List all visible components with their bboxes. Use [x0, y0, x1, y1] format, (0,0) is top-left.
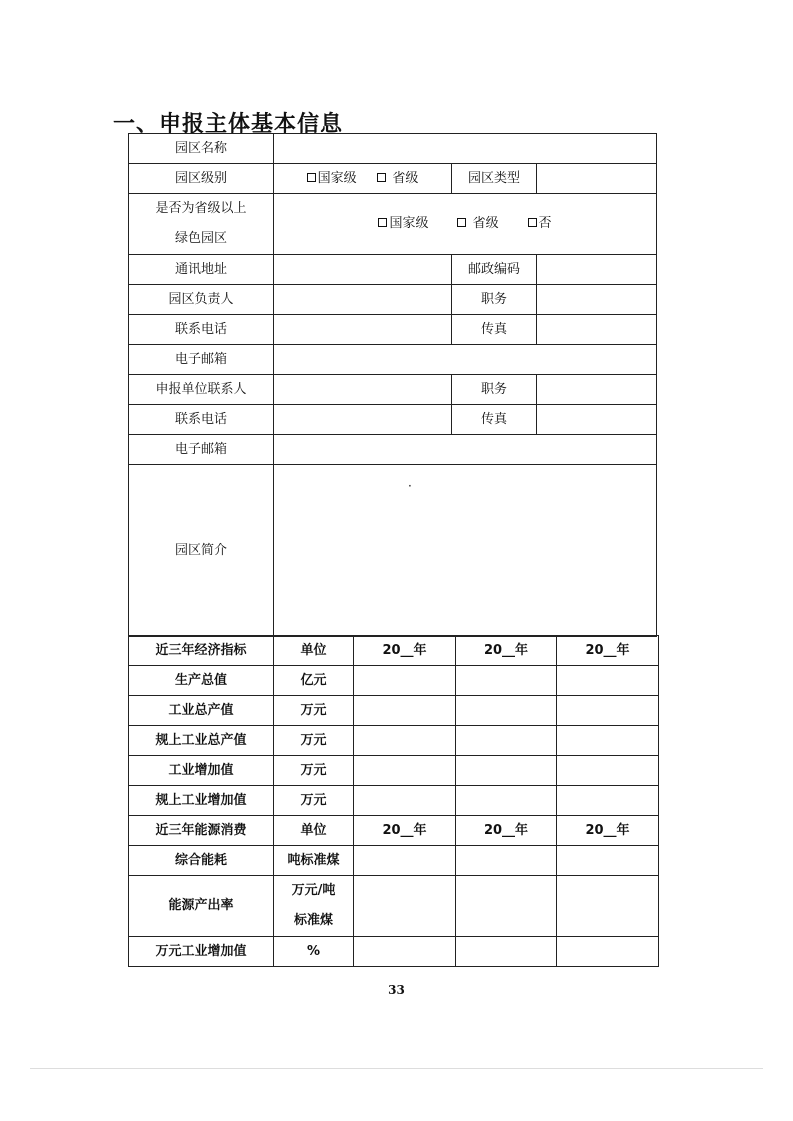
- year-header-1[interactable]: 20__年: [354, 816, 456, 846]
- value-cell[interactable]: [557, 696, 659, 726]
- email2-label: 电子邮箱: [129, 435, 274, 465]
- value-cell[interactable]: [557, 756, 659, 786]
- green-park-options: [274, 194, 657, 255]
- phone-label: 联系电话: [129, 315, 274, 345]
- level-national-option[interactable]: 国家级: [307, 171, 357, 187]
- energy-header-label: 近三年能源消费: [129, 816, 274, 846]
- green-park-label: 是否为省级以上 绿色园区: [129, 194, 274, 255]
- position2-label: 职务: [452, 375, 537, 405]
- value-cell[interactable]: [456, 696, 557, 726]
- row-label: 规上工业总产值: [129, 726, 274, 756]
- year-header-2[interactable]: 20__年: [456, 636, 557, 666]
- value-cell[interactable]: [456, 846, 557, 876]
- value-cell[interactable]: [557, 937, 659, 967]
- value-cell[interactable]: [354, 666, 456, 696]
- row-unit: 万元: [274, 786, 354, 816]
- section-title: 一、申报主体基本信息: [113, 112, 344, 137]
- row-label: 规上工业增加值: [129, 786, 274, 816]
- level-provincial-option[interactable]: 省级: [377, 171, 418, 187]
- park-type-field[interactable]: [537, 164, 657, 194]
- postcode-label: 邮政编码: [452, 255, 537, 285]
- row-unit: 万元/吨 标准煤: [274, 876, 354, 937]
- row-unit: 万元: [274, 756, 354, 786]
- fax-field[interactable]: [537, 315, 657, 345]
- intro-field[interactable]: [274, 465, 657, 637]
- row-label: 生产总值: [129, 666, 274, 696]
- intro-mark: ·: [408, 479, 412, 493]
- fax2-field[interactable]: [537, 405, 657, 435]
- row-unit: %: [274, 937, 354, 967]
- row-label: 综合能耗: [129, 846, 274, 876]
- value-cell[interactable]: [456, 876, 557, 937]
- row-label: 万元工业增加值: [129, 937, 274, 967]
- year-header-1[interactable]: 20__年: [354, 636, 456, 666]
- checkbox-icon: [378, 218, 387, 227]
- value-cell[interactable]: [354, 846, 456, 876]
- value-cell[interactable]: [354, 786, 456, 816]
- address-field[interactable]: [274, 255, 452, 285]
- value-cell[interactable]: [456, 756, 557, 786]
- position-field[interactable]: [537, 285, 657, 315]
- checkbox-icon: [307, 173, 316, 182]
- value-cell[interactable]: [456, 786, 557, 816]
- phone-field[interactable]: [274, 315, 452, 345]
- value-cell[interactable]: [354, 726, 456, 756]
- value-cell[interactable]: [557, 666, 659, 696]
- basic-info-table: [128, 133, 657, 637]
- email2-field[interactable]: [274, 435, 657, 465]
- park-head-label: 园区负责人: [129, 285, 274, 315]
- checkbox-icon: [377, 173, 386, 182]
- value-cell[interactable]: [456, 937, 557, 967]
- value-cell[interactable]: [557, 726, 659, 756]
- postcode-field[interactable]: [537, 255, 657, 285]
- green-no-option[interactable]: 否: [528, 216, 552, 232]
- checkbox-icon: [528, 218, 537, 227]
- economic-header-label: 近三年经济指标: [129, 636, 274, 666]
- green-national-option[interactable]: 国家级: [378, 216, 428, 232]
- email-field[interactable]: [274, 345, 657, 375]
- fax-label: 传真: [452, 315, 537, 345]
- value-cell[interactable]: [354, 756, 456, 786]
- park-level-options: [274, 164, 452, 194]
- position2-field[interactable]: [537, 375, 657, 405]
- page-number: 33: [388, 983, 405, 997]
- year-header-3[interactable]: 20__年: [557, 816, 659, 846]
- value-cell[interactable]: [557, 786, 659, 816]
- indicators-table: [128, 635, 659, 967]
- value-cell[interactable]: [557, 876, 659, 937]
- contact-field[interactable]: [274, 375, 452, 405]
- year-header-3[interactable]: 20__年: [557, 636, 659, 666]
- value-cell[interactable]: [354, 696, 456, 726]
- unit-header: 单位: [274, 816, 354, 846]
- row-label: 工业增加值: [129, 756, 274, 786]
- value-cell[interactable]: [456, 726, 557, 756]
- row-unit: 吨标准煤: [274, 846, 354, 876]
- email-label: 电子邮箱: [129, 345, 274, 375]
- intro-label: 园区简介: [129, 465, 274, 637]
- year-header-2[interactable]: 20__年: [456, 816, 557, 846]
- park-name-label: 园区名称: [129, 134, 274, 164]
- park-level-label: 园区级别: [129, 164, 274, 194]
- park-head-field[interactable]: [274, 285, 452, 315]
- value-cell[interactable]: [354, 937, 456, 967]
- row-unit: 万元: [274, 696, 354, 726]
- park-name-field[interactable]: [274, 134, 657, 164]
- address-label: 通讯地址: [129, 255, 274, 285]
- footer-divider: [30, 1068, 763, 1069]
- checkbox-icon: [457, 218, 466, 227]
- row-unit: 万元: [274, 726, 354, 756]
- fax2-label: 传真: [452, 405, 537, 435]
- value-cell[interactable]: [354, 876, 456, 937]
- phone2-label: 联系电话: [129, 405, 274, 435]
- value-cell[interactable]: [557, 846, 659, 876]
- position-label: 职务: [452, 285, 537, 315]
- park-type-label: 园区类型: [452, 164, 537, 194]
- row-unit: 亿元: [274, 666, 354, 696]
- row-label: 工业总产值: [129, 696, 274, 726]
- green-provincial-option[interactable]: 省级: [457, 216, 498, 232]
- phone2-field[interactable]: [274, 405, 452, 435]
- value-cell[interactable]: [456, 666, 557, 696]
- row-label: 能源产出率: [129, 876, 274, 937]
- unit-header: 单位: [274, 636, 354, 666]
- contact-label: 申报单位联系人: [129, 375, 274, 405]
